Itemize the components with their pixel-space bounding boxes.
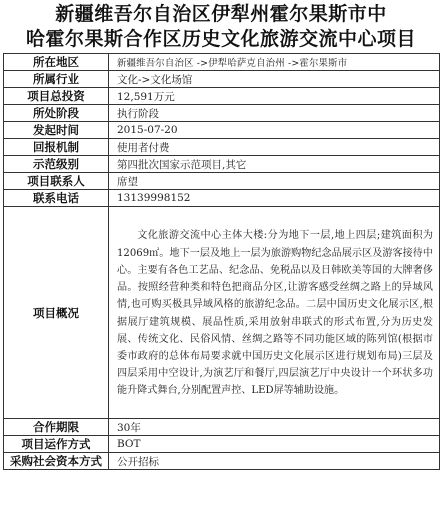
- project-overview-text: [109, 207, 440, 419]
- row-label: 项目总投资: [4, 88, 109, 105]
- table-row: [4, 88, 440, 105]
- table-row-overview: [4, 207, 440, 419]
- row-value: 新疆维吾尔自治区 ->伊犁哈萨克自治州 ->霍尔果斯市: [109, 54, 440, 71]
- row-value: 执行阶段: [109, 105, 440, 122]
- row-label: 所处阶段: [4, 105, 109, 122]
- row-value: 席望: [109, 173, 440, 190]
- row-label: 回报机制: [4, 139, 109, 156]
- row-value: 第四批次国家示范项目,其它: [109, 156, 440, 173]
- table-row: [4, 139, 440, 156]
- table-row: [4, 122, 440, 139]
- row-value: 2015-07-20: [109, 122, 440, 139]
- row-label: 项目概况: [4, 207, 109, 419]
- row-label: 采购社会资本方式: [4, 453, 109, 470]
- table-row: [4, 105, 440, 122]
- table-row: [4, 190, 440, 207]
- row-value: BOT: [109, 436, 440, 453]
- row-value: 公开招标: [109, 453, 440, 470]
- row-value: 13139998152: [109, 190, 440, 207]
- row-value: 30年: [109, 419, 440, 436]
- row-label: 联系电话: [4, 190, 109, 207]
- row-label: 所在地区: [4, 54, 109, 71]
- table-row: [4, 173, 440, 190]
- title-line-2: 哈霍尔果斯合作区历史文化旅游交流中心项目: [25, 28, 416, 50]
- table-row: [4, 436, 440, 453]
- row-label: 项目联系人: [4, 173, 109, 190]
- row-value: 使用者付费: [109, 139, 440, 156]
- row-value: 文化->文化场馆: [109, 71, 440, 88]
- title-line-1: 新疆维吾尔自治区伊犁州霍尔果斯市中: [55, 3, 387, 25]
- row-value: 12,591万元: [109, 88, 440, 105]
- project-info-table: [3, 53, 440, 470]
- table-row: [4, 156, 440, 173]
- row-label: 发起时间: [4, 122, 109, 139]
- table-row: [4, 71, 440, 88]
- row-label: 所属行业: [4, 71, 109, 88]
- overview-paragraph: 文化旅游交流中心主体大楼:分为地下一层,地上四层;建筑面积为12069㎡。地下一层及地上一层为旅游购物纪念品展示区及游客接待中心。主要有各色工艺品、纪念品、免税品以及日韩欧美等国的大牌奢侈品。按照经营种类和特色把商品分区,让游客感受丝绸之路上的异域风情,也可购买极具异域风格的旅游纪念品。二层中国历史文化展示区,根据展厅建筑规模、展品性质,采用放射串联式的形式布置,分为历史发展、传统文化、民俗风情、丝绸之路等不同功能区域的陈列馆(根据市委市政府的总体布局要求就中国历史文化展示区进行规划布局)三层及四层采用中空设计,为演艺厅和餐厅,四层演艺厅中央设计一个环状多功能升降式舞台,分别配置声控、LED屏等辅助设施。: [117, 230, 433, 397]
- row-label: 合作期限: [4, 419, 109, 436]
- table-row: [4, 419, 440, 436]
- table-row: [4, 453, 440, 470]
- row-label: 示范级别: [4, 156, 109, 173]
- document-title: [0, 2, 442, 52]
- row-label: 项目运作方式: [4, 436, 109, 453]
- table-row: [4, 54, 440, 71]
